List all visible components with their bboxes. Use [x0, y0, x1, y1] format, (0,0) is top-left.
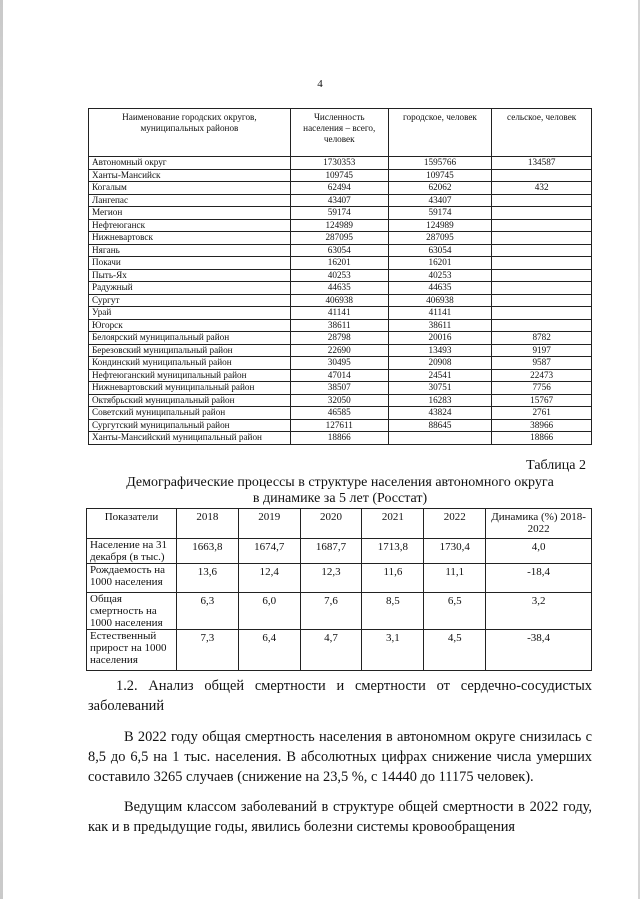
value-cell — [388, 432, 492, 445]
column-header: Динамика (%) 2018-2022 — [486, 509, 592, 539]
value-cell: 7,6 — [300, 593, 362, 630]
value-cell: 30495 — [290, 357, 388, 370]
value-cell: 40253 — [290, 269, 388, 282]
value-cell: 38966 — [492, 419, 592, 432]
row-label-cell: Радужный — [89, 282, 291, 295]
table-row — [89, 244, 592, 257]
value-cell: 4,5 — [424, 630, 486, 671]
value-cell: -38,4 — [486, 630, 592, 671]
value-cell: 59174 — [388, 207, 492, 220]
value-cell: 109745 — [388, 169, 492, 182]
value-cell: 3,2 — [486, 593, 592, 630]
value-cell: 59174 — [290, 207, 388, 220]
table-row — [89, 332, 592, 345]
table-row — [87, 630, 592, 671]
table-title-line: в динамике за 5 лет (Росстат) — [252, 491, 428, 506]
value-cell: -18,4 — [486, 564, 592, 593]
value-cell — [492, 232, 592, 245]
value-cell: 1663,8 — [176, 539, 238, 564]
value-cell — [492, 244, 592, 257]
value-cell: 41141 — [388, 307, 492, 320]
row-label-cell: Кондинский муниципальный район — [89, 357, 291, 370]
value-cell: 24541 — [388, 369, 492, 382]
value-cell: 63054 — [388, 244, 492, 257]
value-cell: 432 — [492, 182, 592, 195]
value-cell: 62494 — [290, 182, 388, 195]
value-cell: 18866 — [290, 432, 388, 445]
value-cell — [492, 319, 592, 332]
table-row — [89, 307, 592, 320]
value-cell — [492, 219, 592, 232]
row-label-cell: Рождаемость на 1000 населения — [87, 564, 177, 593]
value-cell: 3,1 — [362, 630, 424, 671]
value-cell: 38611 — [388, 319, 492, 332]
page-number: 4 — [317, 78, 323, 90]
row-label-cell: Мегион — [89, 207, 291, 220]
row-label-cell: Автономный округ — [89, 157, 291, 170]
value-cell: 1687,7 — [300, 539, 362, 564]
row-label-cell: Сургут — [89, 294, 291, 307]
table-caption: Таблица 2 — [526, 458, 586, 473]
row-label-cell: Белоярский муниципальный район — [89, 332, 291, 345]
value-cell: 30751 — [388, 382, 492, 395]
value-cell: 88645 — [388, 419, 492, 432]
table-title — [88, 475, 592, 507]
value-cell: 406938 — [388, 294, 492, 307]
body-paragraph: Ведущим классом заболеваний в структуре общей смертности в 2022 году, как и в предыдущие годы, явились болезни системы кровообращения — [88, 799, 592, 835]
row-label-cell: Нефтеюганский муниципальный район — [89, 369, 291, 382]
value-cell: 406938 — [290, 294, 388, 307]
value-cell: 20016 — [388, 332, 492, 345]
population-table — [88, 108, 592, 445]
value-cell: 9587 — [492, 357, 592, 370]
value-cell: 32050 — [290, 394, 388, 407]
section-heading: 1.2. Анализ общей смертности и смертности от сердечно-сосудистых заболеваний — [88, 678, 592, 714]
body-paragraph: В 2022 году общая смертность населения в автономном округе снизилась с 8,5 до 6,5 на 1 тыс. населения. В абсолютных цифрах снижение числа умерших составило 3265 случаев (снижение на 23,5 %, с 14440 до 11175 человек). — [88, 729, 592, 785]
value-cell: 1595766 — [388, 157, 492, 170]
table-row — [89, 169, 592, 182]
value-cell: 38611 — [290, 319, 388, 332]
row-label-cell: Пыть-Ях — [89, 269, 291, 282]
row-label-cell: Нефтеюганск — [89, 219, 291, 232]
column-header: Показатели — [87, 509, 177, 539]
value-cell: 287095 — [290, 232, 388, 245]
value-cell: 16201 — [388, 257, 492, 270]
value-cell: 44635 — [388, 282, 492, 295]
value-cell — [492, 307, 592, 320]
column-header: 2020 — [300, 509, 362, 539]
column-header: 2022 — [424, 509, 486, 539]
column-header: Численность населения – всего, человек — [290, 109, 388, 157]
value-cell — [492, 207, 592, 220]
column-header: сельское, человек — [492, 109, 592, 157]
value-cell — [492, 282, 592, 295]
value-cell: 22690 — [290, 344, 388, 357]
value-cell: 134587 — [492, 157, 592, 170]
value-cell: 18866 — [492, 432, 592, 445]
row-label-cell: Лангепас — [89, 194, 291, 207]
row-label-cell: Урай — [89, 307, 291, 320]
value-cell: 1674,7 — [238, 539, 300, 564]
column-header: городское, человек — [388, 109, 492, 157]
table-row — [89, 319, 592, 332]
value-cell: 16283 — [388, 394, 492, 407]
value-cell: 43407 — [388, 194, 492, 207]
value-cell: 13493 — [388, 344, 492, 357]
value-cell: 12,3 — [300, 564, 362, 593]
value-cell: 4,0 — [486, 539, 592, 564]
value-cell: 8782 — [492, 332, 592, 345]
table-row — [89, 194, 592, 207]
value-cell: 8,5 — [362, 593, 424, 630]
table-row — [89, 294, 592, 307]
table-row — [89, 257, 592, 270]
table-row — [89, 157, 592, 170]
column-header: 2021 — [362, 509, 424, 539]
row-label-cell: Когалым — [89, 182, 291, 195]
value-cell: 9197 — [492, 344, 592, 357]
value-cell: 63054 — [290, 244, 388, 257]
value-cell: 16201 — [290, 257, 388, 270]
row-label-cell: Покачи — [89, 257, 291, 270]
row-label-cell: Сургутский муниципальный район — [89, 419, 291, 432]
value-cell: 127611 — [290, 419, 388, 432]
value-cell: 1730,4 — [424, 539, 486, 564]
value-cell: 44635 — [290, 282, 388, 295]
table-row — [89, 357, 592, 370]
value-cell: 28798 — [290, 332, 388, 345]
value-cell — [492, 294, 592, 307]
row-label-cell: Общая смертность на 1000 населения — [87, 593, 177, 630]
table-row — [87, 593, 592, 630]
row-label-cell: Нижневартовск — [89, 232, 291, 245]
value-cell: 124989 — [290, 219, 388, 232]
value-cell: 1713,8 — [362, 539, 424, 564]
value-cell: 38507 — [290, 382, 388, 395]
table-row — [89, 419, 592, 432]
value-cell: 62062 — [388, 182, 492, 195]
value-cell: 20908 — [388, 357, 492, 370]
row-label-cell: Ханты-Мансийск — [89, 169, 291, 182]
row-label-cell: Советский муниципальный район — [89, 407, 291, 420]
row-label-cell: Югорск — [89, 319, 291, 332]
table-row — [89, 232, 592, 245]
table-row — [87, 564, 592, 593]
value-cell: 124989 — [388, 219, 492, 232]
value-cell — [492, 257, 592, 270]
value-cell: 11,6 — [362, 564, 424, 593]
column-header: 2018 — [176, 509, 238, 539]
table-row — [89, 369, 592, 382]
table-row — [89, 282, 592, 295]
value-cell: 47014 — [290, 369, 388, 382]
table-row — [89, 182, 592, 195]
value-cell: 13,6 — [176, 564, 238, 593]
value-cell: 7756 — [492, 382, 592, 395]
value-cell: 40253 — [388, 269, 492, 282]
value-cell — [492, 194, 592, 207]
value-cell: 43824 — [388, 407, 492, 420]
value-cell: 4,7 — [300, 630, 362, 671]
table-row — [89, 407, 592, 420]
value-cell: 1730353 — [290, 157, 388, 170]
value-cell: 12,4 — [238, 564, 300, 593]
table-header-row — [89, 109, 592, 157]
row-label-cell: Нижневартовский муниципальный район — [89, 382, 291, 395]
value-cell: 41141 — [290, 307, 388, 320]
table-row — [89, 219, 592, 232]
row-label-cell: Нягань — [89, 244, 291, 257]
value-cell: 7,3 — [176, 630, 238, 671]
value-cell: 2761 — [492, 407, 592, 420]
demographics-table — [86, 508, 592, 671]
value-cell: 11,1 — [424, 564, 486, 593]
table-row — [89, 207, 592, 220]
value-cell: 6,0 — [238, 593, 300, 630]
table-row — [89, 344, 592, 357]
scan-edge-left — [0, 0, 3, 899]
row-label-cell: Октябрьский муниципальный район — [89, 394, 291, 407]
table-row — [89, 269, 592, 282]
column-header: 2019 — [238, 509, 300, 539]
row-label-cell: Население на 31 декабря (в тыс.) — [87, 539, 177, 564]
value-cell: 43407 — [290, 194, 388, 207]
value-cell: 22473 — [492, 369, 592, 382]
value-cell: 6,5 — [424, 593, 486, 630]
table-row — [89, 394, 592, 407]
table-header-row — [87, 509, 592, 539]
value-cell: 287095 — [388, 232, 492, 245]
table-row — [89, 432, 592, 445]
value-cell: 6,4 — [238, 630, 300, 671]
value-cell — [492, 169, 592, 182]
row-label-cell: Березовский муниципальный район — [89, 344, 291, 357]
value-cell: 6,3 — [176, 593, 238, 630]
column-header: Наименование городских округов, муниципальных районов — [89, 109, 291, 157]
row-label-cell: Ханты-Мансийский муниципальный район — [89, 432, 291, 445]
table-title-line: Демографические процессы в структуре населения автономного округа — [126, 475, 554, 490]
value-cell: 15767 — [492, 394, 592, 407]
table-row — [87, 539, 592, 564]
value-cell: 109745 — [290, 169, 388, 182]
value-cell: 46585 — [290, 407, 388, 420]
value-cell — [492, 269, 592, 282]
table-row — [89, 382, 592, 395]
row-label-cell: Естественный прирост на 1000 населения — [87, 630, 177, 671]
